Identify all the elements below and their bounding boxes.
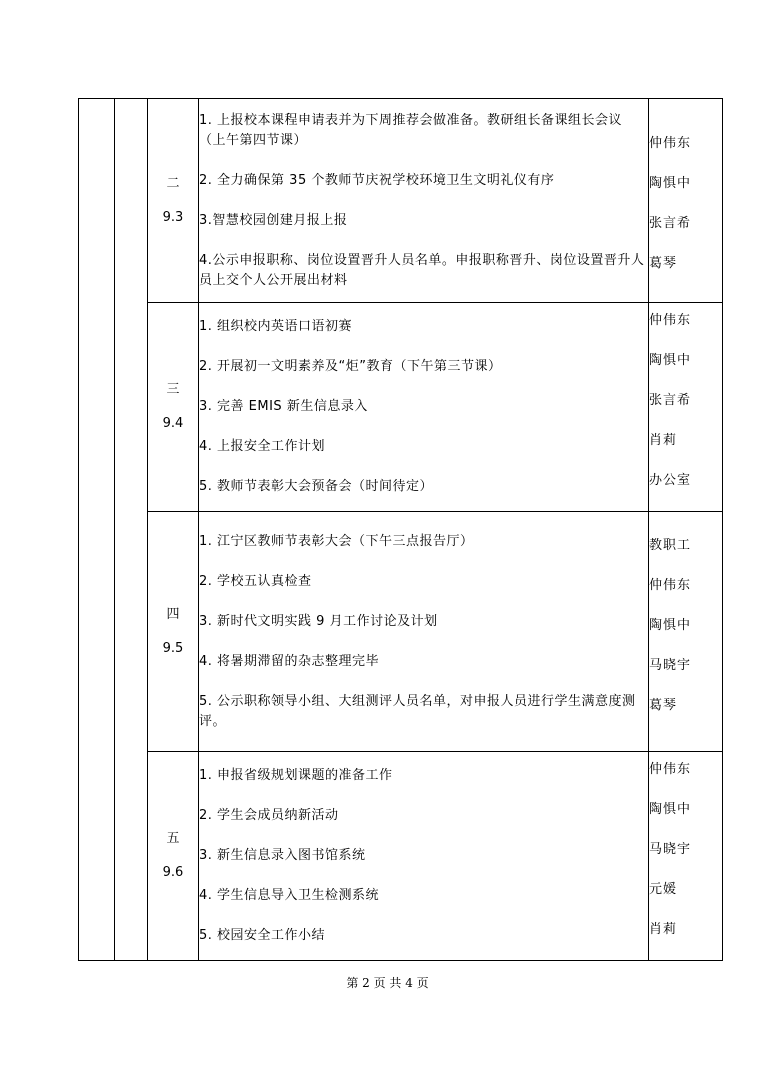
person-name: 仲伟东 <box>649 762 692 777</box>
person-name: 肖莉 <box>649 433 678 448</box>
day-cell <box>148 303 199 512</box>
day-label: 二 <box>166 175 180 191</box>
task-item: 1. 江宁区教师节表彰大会（下午三点报告厅） <box>199 533 474 549</box>
person-name: 葛琴 <box>649 255 678 271</box>
day-label: 三 <box>166 382 180 397</box>
table-row <box>79 512 723 752</box>
person-name: 元媛 <box>649 882 678 897</box>
task-item: 2. 学生会成员纳新活动 <box>199 808 339 823</box>
person-name: 张言希 <box>649 215 692 231</box>
table-row <box>79 752 723 961</box>
person-name: 办公室 <box>649 473 692 488</box>
person-name: 葛琴 <box>649 697 678 713</box>
person-name: 张言希 <box>649 393 692 408</box>
people-cell <box>649 512 723 752</box>
person-name: 仲伟东 <box>649 313 692 328</box>
week-cell <box>79 99 115 961</box>
task-item: 2. 全力确保第 35 个教师节庆祝学校环境卫生文明礼仪有序 <box>199 172 555 188</box>
table-row <box>79 99 723 303</box>
task-item: 4. 上报安全工作计划 <box>199 439 326 454</box>
person-name: 肖莉 <box>649 922 678 937</box>
task-item: 1. 组织校内英语口语初赛 <box>199 319 353 334</box>
category-cell <box>115 99 148 961</box>
task-item: 1. 上报校本课程申请表并为下周推荐会做准备。教研组长备课组长会议（上午第四节课） <box>199 112 623 148</box>
person-name: 陶惧中 <box>649 353 692 368</box>
date-label: 9.4 <box>162 416 184 431</box>
task-item: 3. 新生信息录入图书馆系统 <box>199 848 366 863</box>
day-cell <box>148 99 199 303</box>
task-item: 2. 开展初一文明素养及“炬”教育（下午第三节课） <box>199 359 502 374</box>
task-item: 3. 完善 EMIS 新生信息录入 <box>199 399 368 414</box>
person-name: 陶惧中 <box>649 802 692 817</box>
task-item: 3.智慧校园创建月报上报 <box>199 212 348 228</box>
task-item: 5. 校园安全工作小结 <box>199 928 326 943</box>
person-name: 马晓宇 <box>649 842 692 857</box>
person-name: 马晓宇 <box>649 657 692 673</box>
tasks-cell <box>199 303 649 512</box>
task-item: 3. 新时代文明实践 9 月工作讨论及计划 <box>199 613 438 629</box>
task-item: 5. 公示职称领导小组、大组测评人员名单，对申报人员进行学生满意度测评。 <box>199 693 636 729</box>
task-item: 4. 将暑期滞留的杂志整理完毕 <box>199 653 380 669</box>
person-name: 陶惧中 <box>649 175 692 191</box>
page-footer: 第 2 页 共 4 页 <box>346 976 429 990</box>
task-item: 4.公示申报职称、岗位设置晋升人员名单。申报职称晋升、岗位设置晋升人员上交个人公开展出材料 <box>199 252 645 288</box>
date-label: 9.5 <box>162 640 184 656</box>
tasks-cell <box>199 99 649 303</box>
date-label: 9.6 <box>162 865 184 880</box>
people-cell <box>649 99 723 303</box>
task-item: 1. 申报省级规划课题的准备工作 <box>199 768 393 783</box>
tasks-cell <box>199 512 649 752</box>
task-item: 5. 教师节表彰大会预备会（时间待定） <box>199 479 434 494</box>
task-item: 4. 学生信息导入卫生检测系统 <box>199 888 380 903</box>
table-row <box>79 303 723 512</box>
person-name: 陶惧中 <box>649 617 692 633</box>
task-item: 2. 学校五认真检查 <box>199 573 312 589</box>
date-label: 9.3 <box>162 209 184 225</box>
tasks-cell <box>199 752 649 961</box>
person-name: 仲伟东 <box>649 135 692 151</box>
schedule-table <box>78 98 723 961</box>
day-label: 五 <box>166 831 180 846</box>
day-label: 四 <box>166 606 180 622</box>
day-cell <box>148 512 199 752</box>
people-cell <box>649 303 723 512</box>
person-name: 仲伟东 <box>649 577 692 593</box>
person-name: 教职工 <box>649 537 692 553</box>
people-cell <box>649 752 723 961</box>
day-cell <box>148 752 199 961</box>
